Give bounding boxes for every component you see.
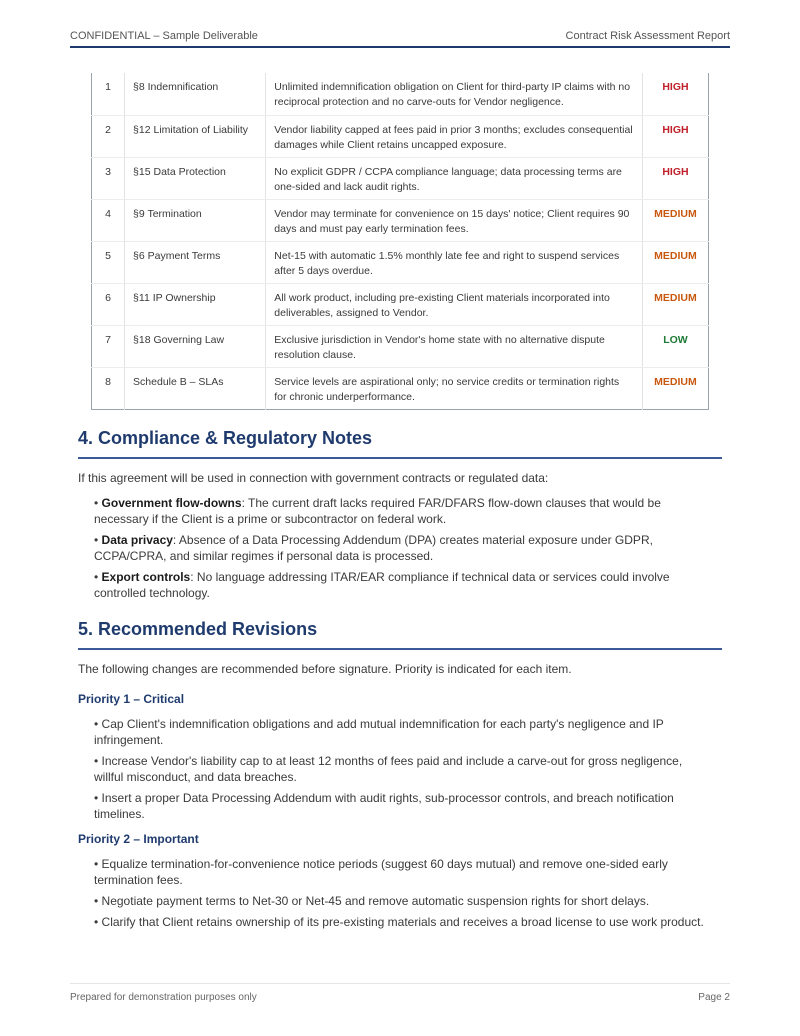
- row-number: 6: [92, 283, 125, 325]
- row-number: 2: [92, 115, 125, 157]
- priority-1-heading: Priority 1 – Critical: [78, 692, 185, 706]
- row-clause: §8 Indemnification: [125, 73, 266, 115]
- row-number: 1: [92, 73, 125, 115]
- page-number: Page 2: [698, 992, 730, 1003]
- revision-text: Negotiate payment terms to Net-30 or Net-45 and remove automatic suspension rights for short delays.: [101, 894, 650, 908]
- row-number: 4: [92, 199, 125, 241]
- row-clause: §6 Payment Terms: [125, 241, 266, 283]
- row-number: 7: [92, 325, 125, 367]
- revision-item: [94, 790, 714, 822]
- revision-text: Insert a proper Data Processing Addendum with audit rights, sub-processor controls, and breach notification timelines.: [94, 791, 674, 821]
- row-clause: §15 Data Protection: [125, 157, 266, 199]
- table-row: [92, 199, 709, 241]
- risk-level-badge: MEDIUM: [642, 241, 708, 283]
- section-heading-compliance: 4. Compliance & Regulatory Notes: [78, 428, 722, 459]
- table-row: [92, 367, 709, 409]
- compliance-bullet: [94, 569, 714, 601]
- footer-note: Prepared for demonstration purposes only: [70, 992, 257, 1003]
- bullet-marker: •: [94, 894, 102, 908]
- table-row: [92, 73, 709, 115]
- revision-text: Clarify that Client retains ownership of its pre-existing materials and receives a broad license to use work product.: [101, 915, 704, 929]
- risk-table: [91, 73, 709, 410]
- bullet-marker: •: [94, 717, 102, 731]
- row-clause: §11 IP Ownership: [125, 283, 266, 325]
- row-description: Vendor may terminate for convenience on 15 days' notice; Client requires 90 days and must pay early termination fees.: [266, 199, 643, 241]
- row-number: 8: [92, 367, 125, 409]
- row-description: No explicit GDPR / CCPA compliance language; data processing terms are one-sided and lack audit rights.: [266, 157, 643, 199]
- revision-item: [94, 753, 714, 785]
- revision-item: [94, 914, 714, 930]
- revision-text: Cap Client's indemnification obligations and add mutual indemnification for each party's negligence and IP infringement.: [94, 717, 664, 747]
- table-row: [92, 115, 709, 157]
- priority-2-heading: Priority 2 – Important: [78, 832, 199, 846]
- row-description: All work product, including pre-existing Client materials incorporated into deliverables, assigned to Vendor.: [266, 283, 643, 325]
- row-clause: §9 Termination: [125, 199, 266, 241]
- risk-level-badge: MEDIUM: [654, 375, 697, 388]
- table-row: [92, 325, 709, 367]
- row-number: 3: [92, 157, 125, 199]
- revision-item: [94, 716, 714, 748]
- compliance-intro: If this agreement will be used in connection with government contracts or regulated data:: [78, 471, 549, 485]
- bullet-text: : No language addressing ITAR/EAR compliance if technical data or services could involve controlled technology.: [94, 570, 670, 600]
- revision-item: [94, 856, 714, 888]
- header-report-title: Contract Risk Assessment Report: [565, 30, 730, 42]
- bullet-term: Government flow-downs: [101, 496, 242, 510]
- row-description: Vendor liability capped at fees paid in prior 3 months; excludes consequential damages while Client retains uncapped exposure.: [266, 115, 643, 157]
- bullet-marker: •: [94, 496, 102, 510]
- bullet-text: : The current draft lacks required FAR/DFARS flow-down clauses that would be necessary if the Client is a prime or subcontractor on federal work.: [94, 496, 661, 526]
- risk-level-badge: LOW: [642, 325, 708, 367]
- compliance-bullet: [94, 495, 714, 527]
- row-clause: §18 Governing Law: [125, 325, 266, 367]
- row-clause: Schedule B – SLAs: [125, 367, 266, 409]
- section-heading-revisions: 5. Recommended Revisions: [78, 619, 722, 650]
- revisions-intro: The following changes are recommended before signature. Priority is indicated for each item.: [78, 662, 572, 676]
- bullet-marker: •: [94, 754, 102, 768]
- bullet-marker: •: [94, 570, 102, 584]
- revision-text: Equalize termination-for-convenience notice periods (suggest 60 days mutual) and remove one-sided early termination fees.: [94, 857, 668, 887]
- compliance-bullet: [94, 532, 714, 564]
- risk-level-badge: HIGH: [642, 73, 708, 115]
- risk-level-badge: HIGH: [642, 157, 708, 199]
- table-row: [92, 241, 709, 283]
- bullet-marker: •: [94, 857, 102, 871]
- header-confidential-label: CONFIDENTIAL – Sample Deliverable: [70, 30, 258, 42]
- row-number: 5: [92, 241, 125, 283]
- revision-item: [94, 893, 714, 909]
- risk-level-badge: MEDIUM: [642, 283, 708, 325]
- row-description: Exclusive jurisdiction in Vendor's home state with no alternative dispute resolution clause.: [266, 325, 643, 367]
- risk-level-badge: HIGH: [642, 115, 708, 157]
- risk-level-badge: MEDIUM: [642, 199, 708, 241]
- bullet-term: Data privacy: [101, 533, 173, 547]
- page-header: [70, 28, 730, 48]
- table-row: [92, 283, 709, 325]
- table-row: [92, 157, 709, 199]
- page-footer: [70, 983, 730, 1005]
- row-description: Service levels are aspirational only; no service credits or termination rights for chronic underperformance.: [266, 367, 643, 409]
- row-clause: §12 Limitation of Liability: [125, 115, 266, 157]
- bullet-marker: •: [94, 915, 102, 929]
- row-description: Unlimited indemnification obligation on Client for third-party IP claims with no reciprocal protection and no carve-outs for Vendor negligence.: [266, 73, 643, 115]
- bullet-text: : Absence of a Data Processing Addendum (DPA) creates material exposure under GDPR, CCPA/CPRA, and similar regimes if personal data is processed.: [94, 533, 653, 563]
- bullet-marker: •: [94, 791, 102, 805]
- bullet-term: Export controls: [101, 570, 191, 584]
- row-description: Net-15 with automatic 1.5% monthly late fee and right to suspend services after 5 days overdue.: [266, 241, 643, 283]
- revision-text: Increase Vendor's liability cap to at least 12 months of fees paid and include a carve-out for gross negligence, willful misconduct, and data breaches.: [94, 754, 683, 784]
- bullet-marker: •: [94, 533, 102, 547]
